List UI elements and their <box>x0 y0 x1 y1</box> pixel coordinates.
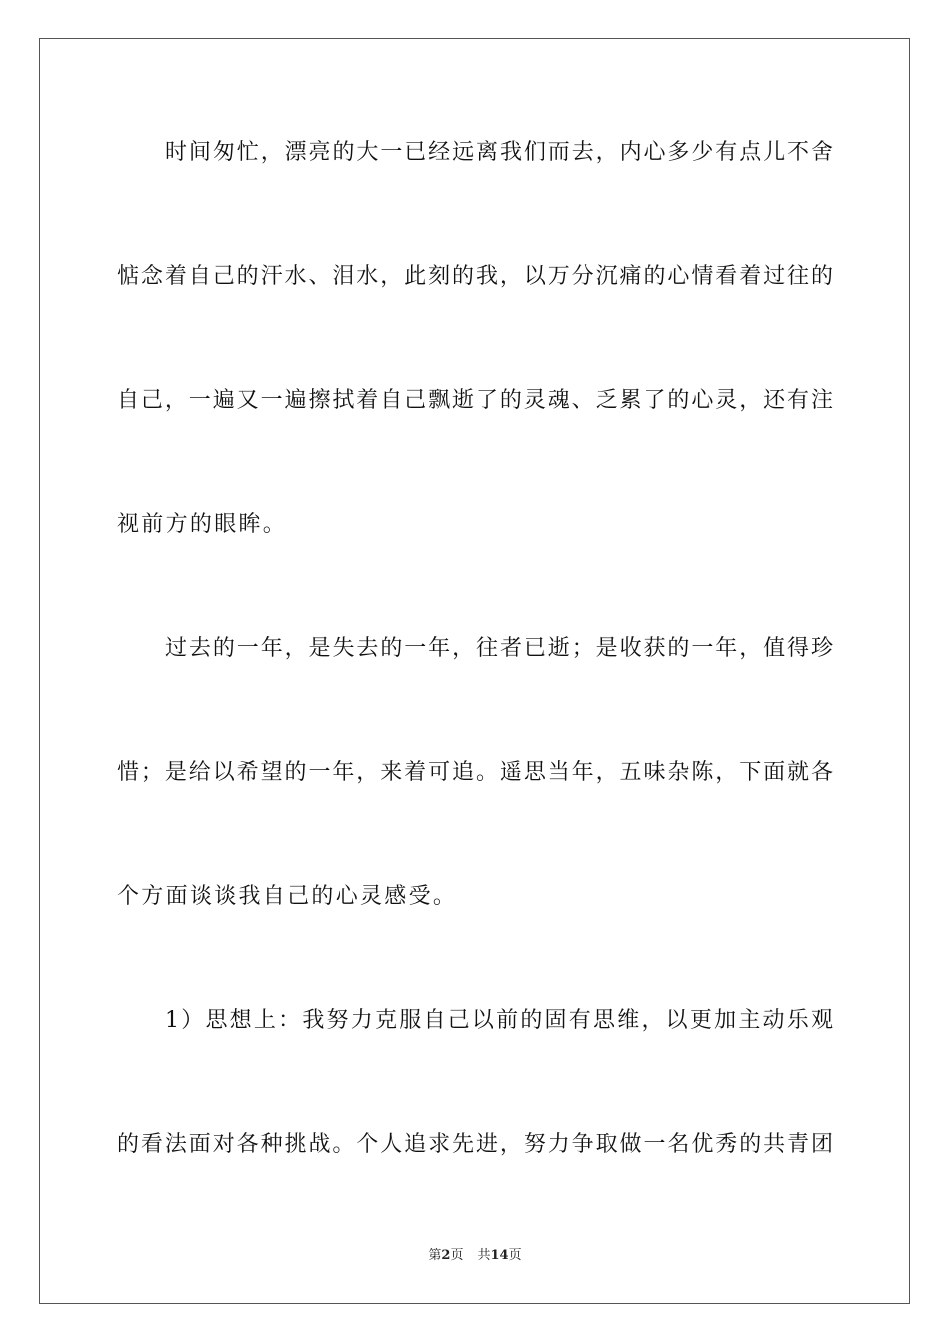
footer-page-suffix: 页 <box>450 1248 464 1263</box>
paragraph-3-line-1: 1）思想上：我努力克服自己以前的固有思维，以更加主动乐观 <box>165 1008 833 1033</box>
paragraph-2-line-2: 惜；是给以希望的一年，来着可追。遥思当年，五味杂陈，下面就各 <box>117 760 833 785</box>
footer-page-number: 2 <box>441 1248 451 1263</box>
paragraph-1-line-2: 惦念着自己的汗水、泪水，此刻的我，以万分沉痛的心情看着过往的 <box>117 264 833 289</box>
paragraph-1-line-3: 自己，一遍又一遍擦拭着自己飘逝了的灵魂、乏累了的心灵，还有注 <box>117 388 833 413</box>
footer-page-prefix: 第 <box>428 1248 442 1263</box>
footer-total-suffix: 页 <box>508 1248 522 1263</box>
paragraph-1-line-1: 时间匆忙，漂亮的大一已经远离我们而去，内心多少有点儿不舍 <box>165 140 833 165</box>
paragraph-3-line-2: 的看法面对各种挑战。个人追求先进，努力争取做一名优秀的共青团 <box>117 1132 833 1157</box>
paragraph-2-line-1: 过去的一年，是失去的一年，往者已逝；是收获的一年，值得珍 <box>165 636 833 661</box>
paragraph-1-line-4: 视前方的眼眸。 <box>117 512 288 537</box>
paragraph-2-line-3: 个方面谈谈我自己的心灵感受。 <box>117 884 458 909</box>
page-frame <box>39 38 910 1304</box>
footer-total-prefix: 共 <box>477 1248 491 1263</box>
footer-total-pages: 14 <box>490 1248 509 1263</box>
page-footer <box>0 1247 950 1265</box>
